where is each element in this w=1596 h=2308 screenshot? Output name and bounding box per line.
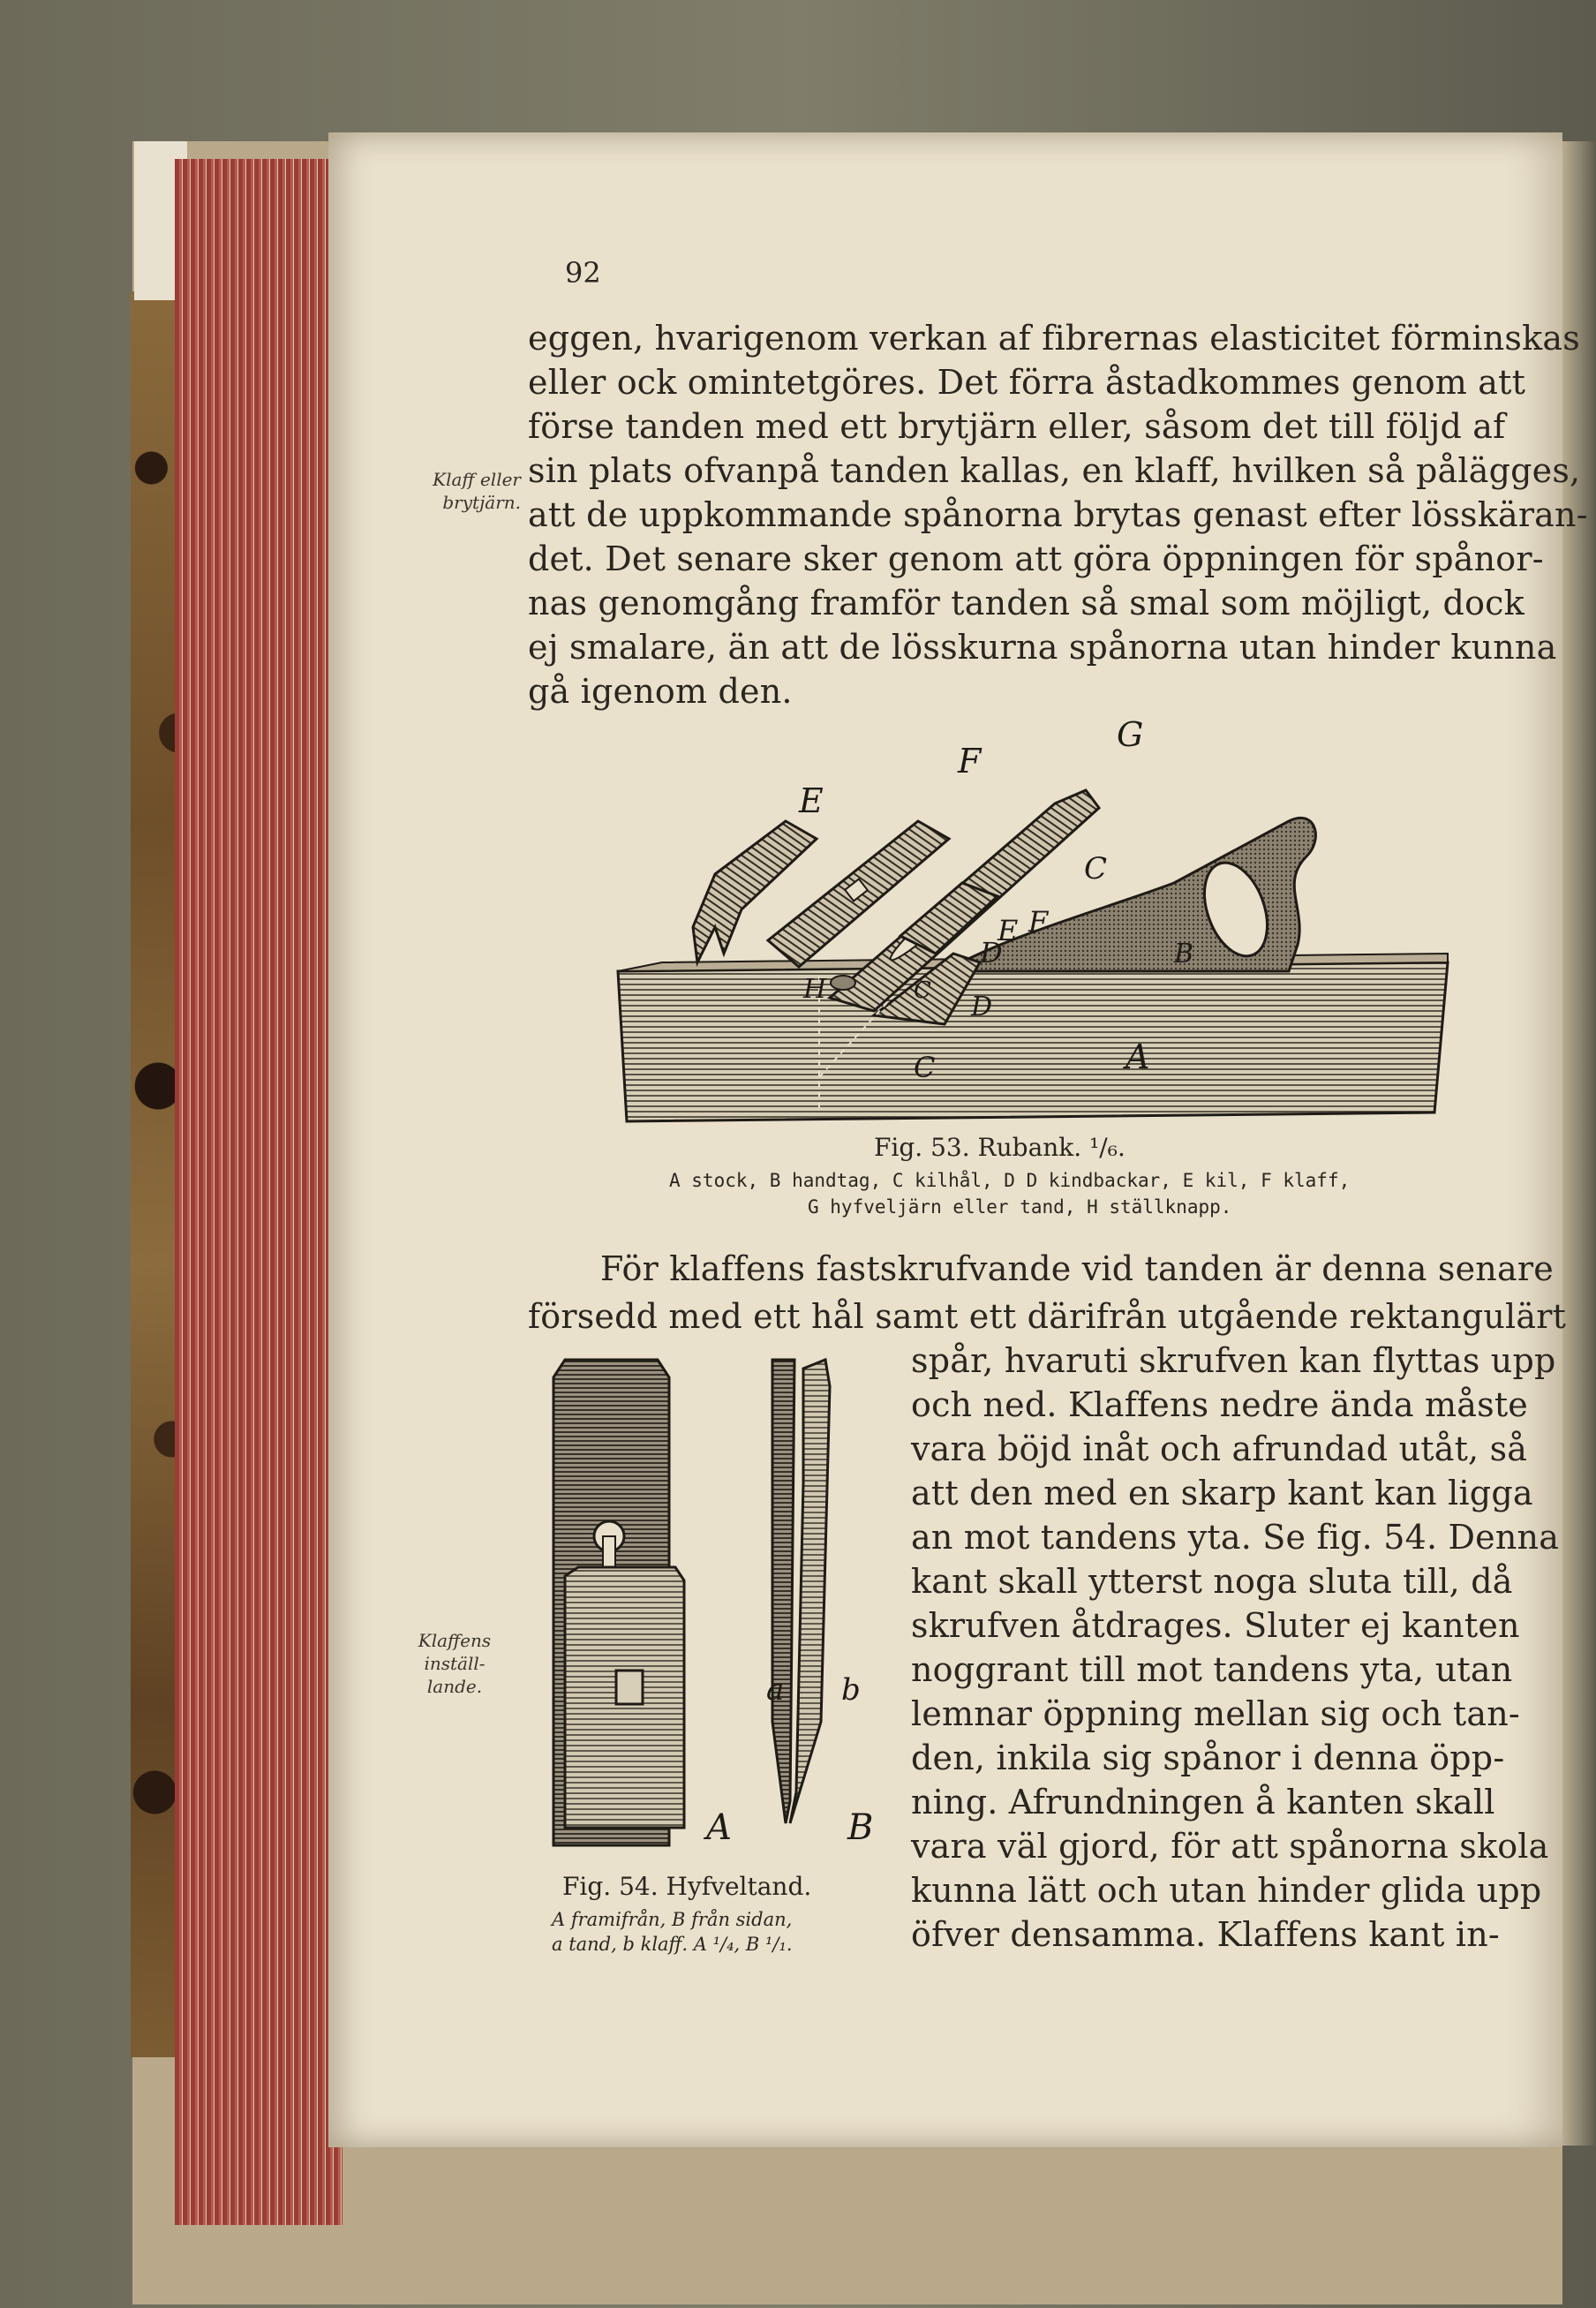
label-F: F [958, 742, 982, 781]
label-E: E [799, 781, 824, 820]
label-F2: F [1028, 905, 1049, 939]
figure-54-legend-2: a tand, b klaff. A ¹/₄, B ¹/₁. [552, 1934, 793, 1955]
text-line: och ned. Klaffens nedre ända måste [911, 1385, 1528, 1424]
figure-54-hyfveltand [538, 1351, 900, 1881]
text-line: kunna lätt och utan hinder glida upp [911, 1871, 1542, 1910]
text-line: att de uppkommande spånorna brytas genast efter lösskäran- [528, 495, 1588, 534]
label-A-54: A [706, 1807, 732, 1848]
margin-note-klaff [371, 468, 521, 514]
klaff-screw-54 [616, 1671, 643, 1704]
label-D2: D [971, 992, 993, 1022]
text-line: ej smalare, än att de lösskurna spånorna utan hinder kunna [528, 628, 1557, 667]
text-line: eller ock omintetgöres. Det förra åstadkommes genom att [528, 363, 1526, 402]
figure-54-legend-1: A framifrån, B från sidan, [552, 1909, 793, 1930]
figure-53-legend-1: A stock, B handtag, C kilhål, D D kindbackar, E kil, F klaff, [669, 1170, 1351, 1191]
text-line: gå igenom den. [528, 672, 793, 711]
text-line: nas genomgång framför tanden så smal som möjligt, dock [528, 584, 1524, 622]
text-line: spår, hvaruti skrufven kan flyttas upp [911, 1341, 1556, 1380]
figure-53-legend-2: G hyfveljärn eller tand, H ställknapp. [808, 1196, 1232, 1218]
margin-note-line: Klaff eller [433, 469, 521, 490]
label-C3: C [914, 1051, 936, 1084]
label-H: H [803, 974, 827, 1005]
text-line: kant skall ytterst noga sluta till, då [911, 1562, 1513, 1601]
text-line: skrufven åtdrages. Sluter ej kanten [911, 1606, 1520, 1645]
text-line: vara böjd inåt och afrundad utåt, så [911, 1429, 1528, 1468]
page-edges [175, 159, 343, 2225]
adjust-knob-H [831, 976, 855, 990]
figure-54-caption: Fig. 54. Hyfveltand. [562, 1872, 812, 1901]
text-line: den, inkila sig spånor i denna öpp- [911, 1739, 1505, 1777]
text-line: vara väl gjord, för att spånorna skola [911, 1827, 1549, 1866]
text-line: sin plats ofvanpå tanden kallas, en klaff, hvilken så pålägges, [528, 451, 1581, 490]
figure-53-rubank [609, 706, 1457, 1130]
text-line: ning. Afrundningen å kanten skall [911, 1783, 1495, 1822]
margin-note-line: lande. [426, 1676, 483, 1697]
figure-53-caption: Fig. 53. Rubank. ¹/₆. [874, 1133, 1125, 1162]
text-line: det. Det senare sker genom att göra öppningen för spånor- [528, 539, 1544, 578]
label-A: A [1125, 1037, 1150, 1076]
text-line: förse tanden med ett brytjärn eller, såsom det till följd af [528, 407, 1506, 446]
text-line: noggrant till mot tandens yta, utan [911, 1650, 1513, 1689]
page-number: 92 [565, 256, 601, 290]
label-G: G [1117, 715, 1144, 754]
label-E2: E [998, 914, 1019, 947]
margin-note-line: Klaffens [418, 1630, 492, 1651]
text-line: lemnar öppning mellan sig och tan- [911, 1694, 1520, 1733]
blade-side-a [772, 1360, 794, 1823]
klaff-side-b [790, 1360, 830, 1823]
text-line: För klaffens fastskrufvande vid tanden är denna senare [600, 1249, 1554, 1288]
text-line: att den med en skarp kant kan ligga [911, 1474, 1533, 1512]
label-a: a [766, 1672, 785, 1708]
margin-note-line: inställ- [424, 1653, 486, 1674]
text-line: försedd med ett hål samt ett därifrån utgående rektangulärt [528, 1297, 1567, 1336]
text-line: eggen, hvarigenom verkan af fibrernas elasticitet förminskas [528, 319, 1580, 358]
label-B: B [1174, 939, 1194, 969]
text-line: öfver densamma. Klaffens kant in- [911, 1915, 1500, 1954]
margin-note-line: brytjärn. [442, 492, 521, 513]
label-C2: C [914, 977, 931, 1004]
label-B-54: B [847, 1807, 874, 1848]
text-line: an mot tandens yta. Se fig. 54. Denna [911, 1518, 1560, 1557]
label-D: D [980, 936, 1003, 969]
margin-note-klaffens [388, 1629, 521, 1698]
label-b: b [841, 1672, 861, 1708]
plane-stock [618, 962, 1448, 1121]
label-C: C [1084, 851, 1108, 886]
